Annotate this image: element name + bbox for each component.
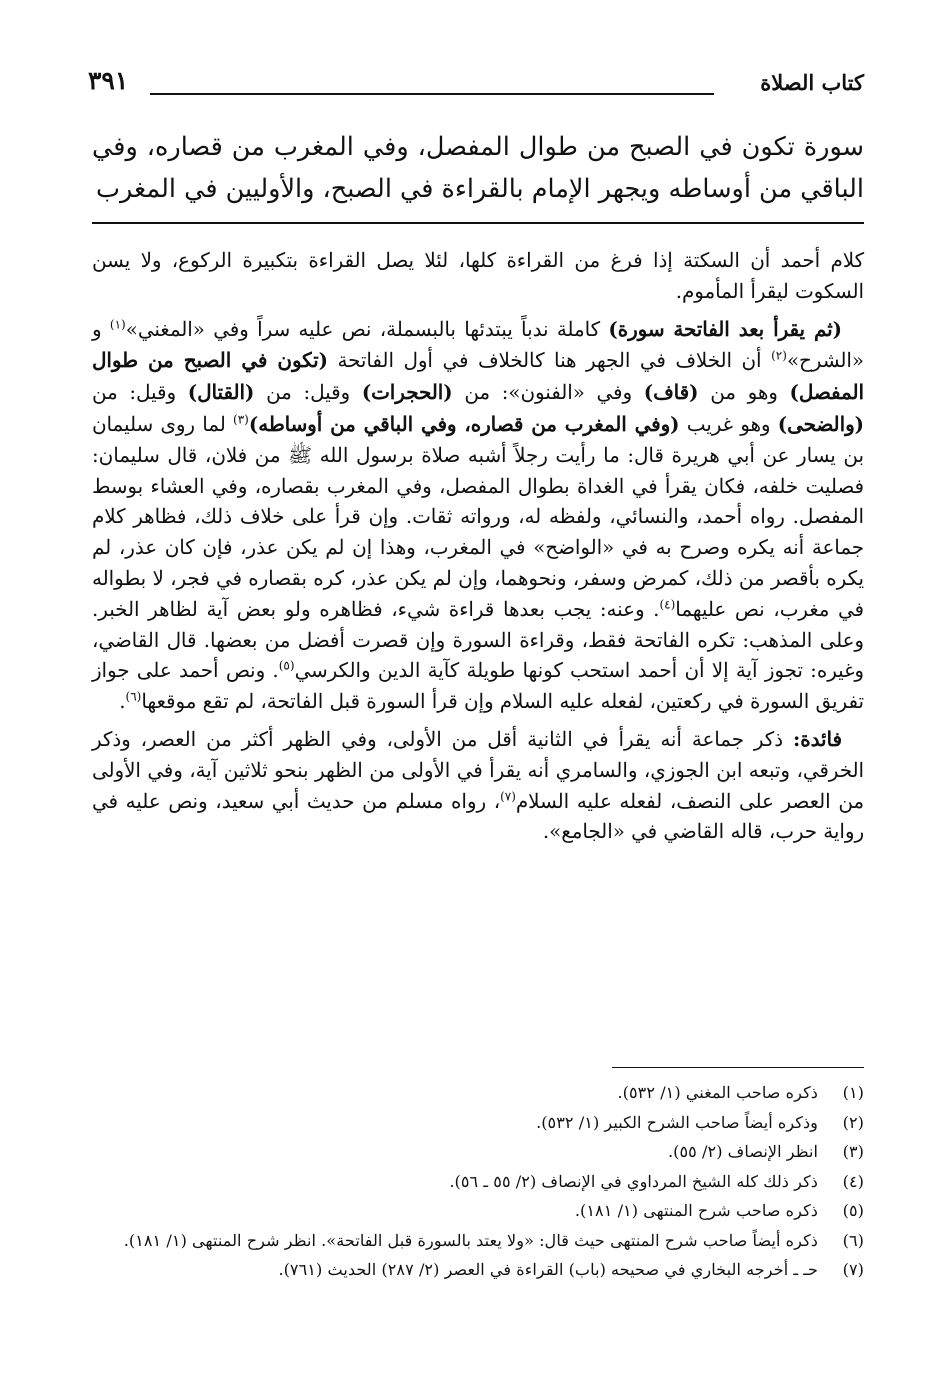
bold-phrase: فائدة: [792, 726, 842, 751]
bold-phrase: (قاف) [643, 380, 699, 405]
book-title: كتاب الصلاة [760, 70, 864, 95]
footnote-divider [612, 1067, 864, 1068]
footnote-item [92, 1255, 864, 1285]
text-run: كاملة ندباً يبتدئها بالبسملة، نص عليه سراً وفي «المغني» [125, 317, 609, 341]
text-run: و «الشرح» [92, 317, 864, 373]
footnote-ref: (٤) [659, 597, 676, 612]
text-run: . ونص أحمد على جواز تفريق السورة في ركعتين، لفعله عليه السلام وإن قرأ السورة قبل الفاتحة، لم تقع موقعها [92, 659, 864, 714]
commentary-text [92, 246, 864, 854]
bold-phrase: (ثم يقرأ بعد الفاتحة سورة) [608, 316, 843, 341]
bold-phrase: (تكون في الصبح من طوال المفصل) [92, 348, 864, 405]
footnote-number: (٦) [842, 1230, 864, 1250]
matn-divider [92, 222, 864, 224]
commentary-paragraph-3 [92, 724, 864, 848]
footnote-item [92, 1167, 864, 1197]
footnotes [92, 1078, 864, 1285]
footnote-ref: (١) [109, 317, 126, 331]
footnote-item [92, 1108, 864, 1138]
bold-phrase: (الحجرات) [361, 380, 453, 405]
footnote-text: ذكر ذلك كله الشيخ المرداوي في الإنصاف (٢/ ٥٥ ـ ٥٦). [449, 1171, 818, 1191]
footnote-number: (٥) [842, 1201, 864, 1220]
footnote-ref: (٧) [500, 788, 516, 803]
text-run: وهو من [698, 381, 790, 405]
footnote-ref: (٣) [233, 412, 249, 427]
page-number: ٣٩١ [88, 66, 129, 95]
footnote-item [92, 1078, 864, 1108]
bold-phrase: (القتال) [187, 380, 255, 405]
footnote-item [92, 1226, 864, 1256]
text-run: لما روى سليمان بن يسار عن أبي هريرة قال: ما رأيت رجلاً أشبه صلاة برسول الله ﷺ من فلان، قال سليمان: فصليت خلفه، فكان يقرأ في الغداة بطوال المفصل، وفي المغرب بقصاره، وفي العشاء بوسط المفصل. رواه أحمد، والنسائي، ولفظه له، ورواته ثقات. وإن قرأ على خلاف ذلك، فظاهر كلام جماعة أنه يكره وصرح به في «الواضح» في المغرب، وهذا إن لم يكن عذر، فإن كان عذر، لم يكره بأقصر من ذلك، كمرض وسفر، ونحوهما، وإن لم يكن عذر، كره بقصاره في فجر، لا بطواله في مغرب، نص عليهما [92, 412, 864, 621]
footnote-item [92, 1196, 864, 1226]
text-run: . [119, 690, 126, 714]
footnote-text: ذكره أيضاً صاحب شرح المنتهى حيث قال: «ولا يعتد بالسورة قبل الفاتحة». انظر شرح المنتهى (١/ ١٨١). [123, 1230, 818, 1250]
footnote-number: (٤) [842, 1171, 864, 1191]
footnote-number: (٧) [842, 1260, 864, 1279]
matn-text: سورة تكون في الصبح من طوال المفصل، وفي المغرب من قصاره، وفي الباقي من أوساطه ويجهر الإمام بالقراءة في الصبح، والأوليين في المغرب [92, 132, 864, 204]
text-run: وهو غريب [679, 412, 778, 436]
footnote-text: وذكره أيضاً صاحب الشرح الكبير (١/ ٥٣٢). [536, 1112, 818, 1132]
footnote-ref: (٥) [278, 658, 295, 673]
footnote-number: (٣) [842, 1142, 864, 1161]
footnote-text: حـ ـ أخرجه البخاري في صحيحه (باب) القراءة في العصر (٢/ ٢٨٧) الحديث (٧٦١). [278, 1260, 818, 1279]
footnote-item [92, 1137, 864, 1167]
text-run: وفي «الفنون»: من [452, 381, 644, 405]
bold-phrase: (وفي المغرب من قصاره، وفي الباقي من أوساطه) [248, 411, 680, 436]
commentary-paragraph-1: كلام أحمد أن السكتة إذا فرغ من القراءة كلها، لئلا يصل القراءة بتكبيرة الركوع، ولا يسن السكوت ليقرأ المأموم. [92, 249, 864, 303]
text-run: وقيل: من [92, 381, 188, 405]
header-rule [150, 93, 714, 95]
footnote-number: (٢) [842, 1112, 864, 1132]
text-run: أن الخلاف في الجهر هنا كالخلاف في أول الفاتحة [327, 349, 772, 373]
text-run: ذكر جماعة أنه يقرأ في الثانية أقل من الأولى، وفي الظهر أكثر من العصر، وذكر الخرقي، وتبعه ابن الجوزي، والسامري أنه يقرأ في الأولى من الظهر بنحو ثلاثين آية، وفي الأولى من العصر على النصف، لفعله عليه السلام [92, 727, 864, 813]
footnote-number: (١) [842, 1083, 864, 1102]
text-run: وقيل: من [254, 381, 362, 405]
footnote-text: ذكره صاحب المغني (١/ ٥٣٢). [617, 1083, 818, 1102]
text-run: . وعنه: يجب بعدها قراءة شيء، فظاهره ولو بعض آية لظاهر الخبر. وعلى المذهب: تكره الفاتحة فقط، وقراءة السورة وإن قصرت أفضل من بعضها. قال القاضي، وغيره: تجوز آية إلا أن أحمد استحب كونها طويلة كآية الدين والكرسي [92, 597, 864, 683]
footnote-ref: (٦) [125, 689, 142, 704]
footnote-ref: (٢) [771, 348, 787, 363]
commentary-paragraph-2 [92, 314, 864, 718]
text-run: ، رواه مسلم من حديث أبي سعيد، ونص عليه في رواية حرب، قاله القاضي في «الجامع». [92, 789, 864, 844]
bold-phrase: (والضحى) [777, 411, 864, 436]
running-header [88, 64, 864, 104]
footnote-text: انظر الإنصاف (٢/ ٥٥). [668, 1142, 818, 1161]
footnote-text: ذكره صاحب شرح المنتهى (١/ ١٨١). [574, 1201, 818, 1220]
